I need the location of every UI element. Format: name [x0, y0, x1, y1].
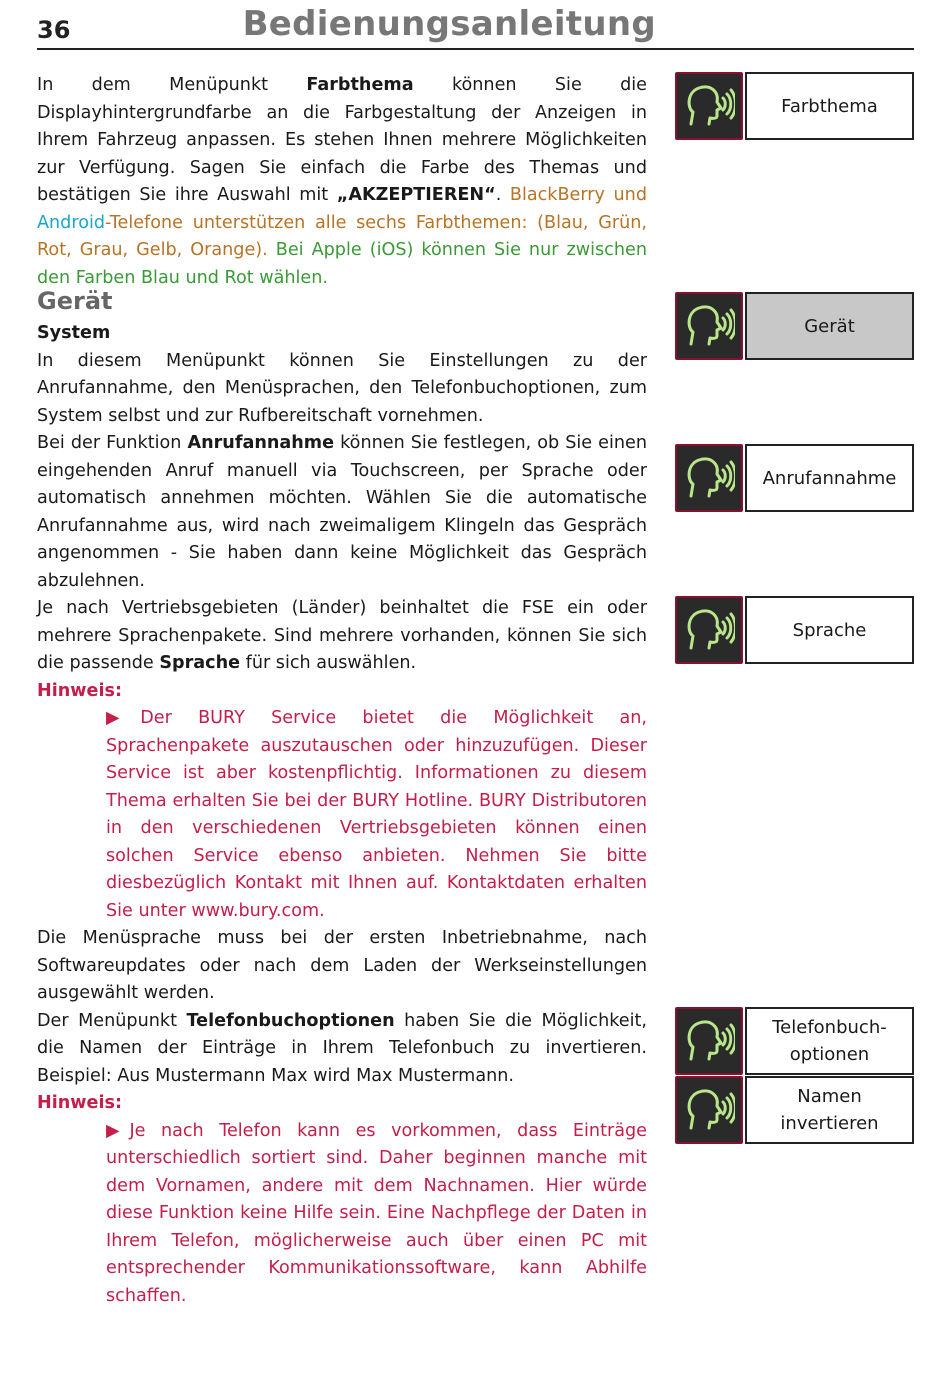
- sprache-label[interactable]: Sprache: [745, 596, 914, 664]
- label-line: Telefonbuch-: [772, 1017, 887, 1038]
- text-run: Der Menüpunkt: [37, 1010, 187, 1031]
- text-run-orange: BlackBerry und: [509, 185, 647, 205]
- bold-term-akzeptieren: „AKZEPTIEREN“: [336, 185, 496, 205]
- subheading-system: System: [37, 323, 111, 343]
- text-run-orange: -Telefone unterstützen alle sechs Farbthemen: (Blau, Grün, Rot, Grau, Gelb, Orange).: [37, 212, 647, 260]
- farbthema-label[interactable]: Farbthema: [745, 72, 914, 140]
- telefonbuchoptionen-button[interactable]: [675, 1007, 914, 1075]
- text-run: können Sie festlegen, ob Sie einen eingehenden Anruf manuell via Touchscreen, per Sprache oder automatisch annehmen möchten. Wählen Sie die automatische Anrufannahme aus, wird nach zweimaligem Klingeln das Gespräch angenommen - Sie haben dann keine Möglichkeit das Gespräch abzulehnen.: [37, 433, 647, 591]
- voice-command-icon[interactable]: [675, 292, 743, 360]
- bold-term-anrufannahme: Anrufannahme: [187, 433, 335, 453]
- system-paragraph: In diesem Menüpunkt können Sie Einstellungen zu der Anrufannahme, den Menüsprachen, den Telefonbuchoptionen, zum System selbst und zur Rufbereitschaft vornehmen.: [37, 350, 647, 426]
- label-line: optionen: [789, 1044, 870, 1065]
- voice-command-icon[interactable]: [675, 444, 743, 512]
- sprache-button[interactable]: [675, 596, 914, 664]
- voice-command-icon[interactable]: [675, 1076, 743, 1144]
- text-run: können Sie die Displayhintergrundfarbe an die Farbgestaltung der Anzeigen in Ihrem Fahrzeug anpassen. Es stehen Ihnen mehrere Möglichkeiten zur Verfügung. Sagen Sie einfach die Farbe des Themas und bestätigen Sie ihre Auswahl mit: [37, 75, 647, 205]
- text-run-green: Bei Apple (iOS) können Sie nur zwischen den Farben Blau und Rot wählen.: [37, 240, 647, 288]
- section-heading-geraet: Gerät: [37, 287, 113, 315]
- telefonbuch-paragraph: [37, 1008, 647, 1091]
- farbthema-paragraph: [37, 72, 647, 292]
- text-run: Bei der Funktion: [37, 433, 188, 453]
- geraet-button[interactable]: [675, 292, 914, 360]
- page-number: 36: [37, 16, 71, 44]
- anrufannahme-button[interactable]: [675, 444, 914, 512]
- text-run: für sich auswählen.: [240, 653, 417, 673]
- text-run-android: Android: [37, 212, 106, 233]
- geraet-section: [37, 320, 647, 1310]
- voice-command-icon[interactable]: [675, 1007, 743, 1075]
- anrufannahme-paragraph: [37, 430, 647, 595]
- note-text: ▶Je nach Telefon kann es vorkommen, dass Einträge unterschiedlich sortiert sind. Daher beginnen manche mit dem Vornamen, andere mit dem Nachnamen. Hier würde diese Funktion keine Hilfe sein. Eine Nachpflege der Daten in Ihrem Telefon, möglicherweise auch über einen PC mit entsprechender Kommunikationssoftware, kann Abhilfe schaffen.: [106, 1120, 647, 1306]
- sprache-paragraph: [37, 595, 647, 678]
- note-heading: Hinweis:: [37, 680, 123, 701]
- namen-invertieren-button[interactable]: [675, 1076, 914, 1144]
- note-text: ▶Der BURY Service bietet die Möglichkeit an, Sprachenpakete auszutauschen oder hinzuzufügen. Dieser Service ist aber kostenpflichtig. Informationen zu diesem Thema erhalten Sie bei der BURY Hotline. BURY Distributoren in den verschiedenen Vertriebsgebieten können einen solchen Service ebenso anbieten. Nehmen Sie bitte diesbezüglich Kontakt mit Ihnen auf. Kontaktdaten erhalten Sie unter www.bury.com.: [106, 708, 647, 921]
- farbthema-button[interactable]: [675, 72, 914, 140]
- text-run: Je nach Vertriebsgebieten (Länder) beinhaltet die FSE ein oder mehrere Sprachenpakete. Sind mehrere vorhanden, können Sie sich die passende: [37, 598, 647, 673]
- voice-command-icon[interactable]: [675, 72, 743, 140]
- text-run: .: [495, 185, 510, 205]
- text-run: In dem Menüpunkt: [37, 75, 307, 95]
- menusprache-paragraph: Die Menüsprache muss bei der ersten Inbetriebnahme, nach Softwareupdates oder nach dem Laden der Werkseinstellungen ausgewählt werden.: [37, 928, 647, 1003]
- voice-command-icon[interactable]: [675, 596, 743, 664]
- note-heading: Hinweis:: [37, 1093, 123, 1113]
- page-title: Bedienungsanleitung: [242, 4, 656, 44]
- text-run: haben Sie die Möglichkeit, die Namen der Einträge in Ihrem Telefonbuch zu invertieren. Beispiel: Aus Mustermann Max wird Max Mustermann.: [37, 1010, 647, 1086]
- bold-term-sprache: Sprache: [159, 653, 241, 673]
- bold-term-telefonbuchoptionen: Telefonbuchoptionen: [186, 1010, 395, 1031]
- page-header: [37, 0, 914, 50]
- farbthema-section: [37, 72, 647, 292]
- telefonbuchoptionen-label[interactable]: [745, 1007, 914, 1075]
- bold-term-farbthema: Farbthema: [306, 75, 414, 95]
- namen-invertieren-label[interactable]: Namen invertieren: [745, 1076, 914, 1144]
- geraet-label[interactable]: Gerät: [745, 292, 914, 360]
- anrufannahme-label[interactable]: Anrufannahme: [745, 444, 914, 512]
